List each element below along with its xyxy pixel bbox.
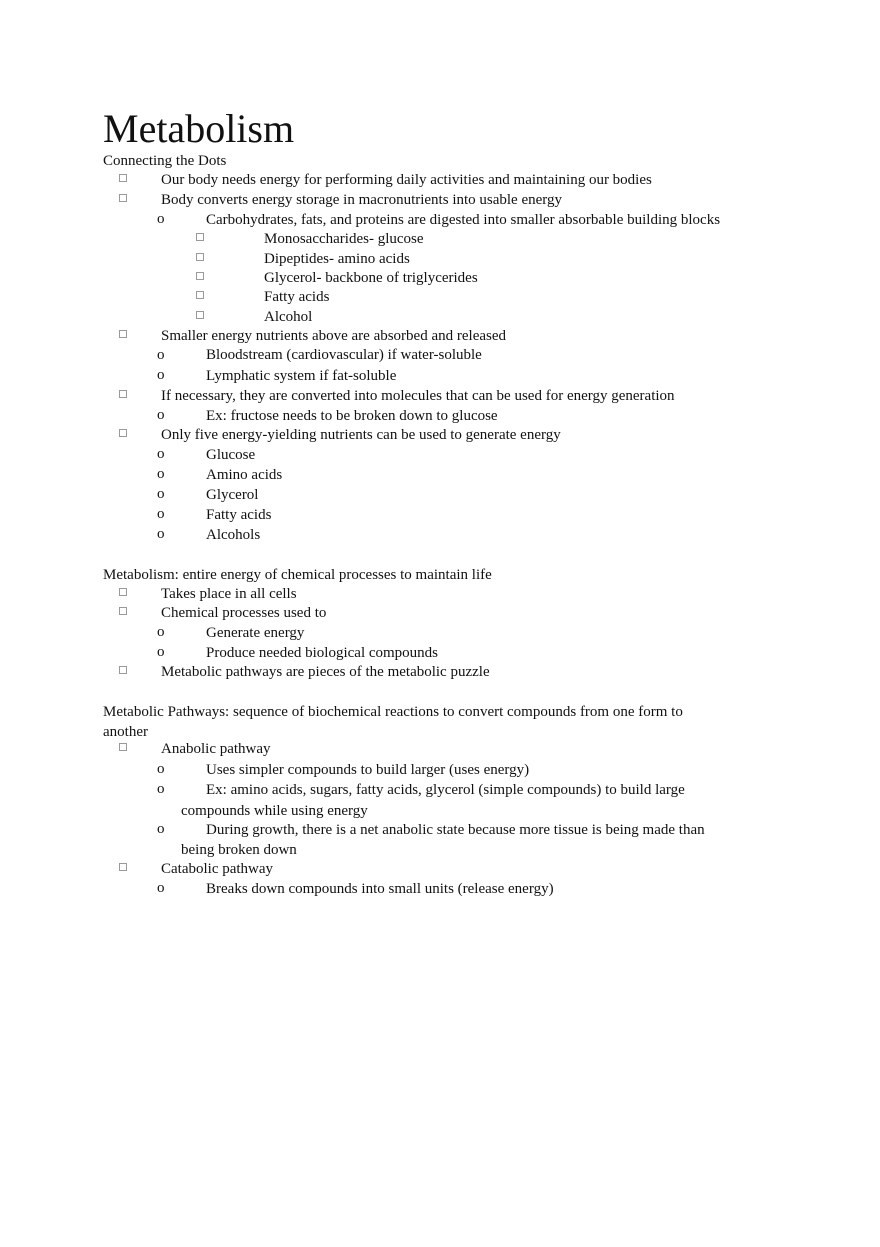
sub-bullet-text: Amino acids xyxy=(206,467,283,483)
bullet-text: Anabolic pathway xyxy=(161,741,271,757)
sub-bullet-text: Fatty acids xyxy=(206,507,272,523)
sub-bullet-marker: o xyxy=(157,466,165,482)
bullet-box-icon xyxy=(196,311,204,319)
bullet-text: Chemical processes used to xyxy=(161,605,327,621)
sub-bullet-text: Alcohols xyxy=(206,527,261,543)
bullet-box-icon xyxy=(119,863,127,871)
sub-bullet-text-cont: being broken down xyxy=(181,842,297,858)
bullet-text: If necessary, they are converted into molecules that can be used for energy generation xyxy=(161,388,675,404)
sub-bullet-text: Produce needed biological compounds xyxy=(206,645,439,661)
bullet-box-icon xyxy=(196,272,204,280)
section-heading-metabolism: Metabolism: entire energy of chemical processes to maintain life xyxy=(103,567,492,583)
page-title: Metabolism xyxy=(103,106,295,151)
bullet-box-icon xyxy=(196,233,204,241)
bullet-box-icon xyxy=(119,666,127,674)
section-heading-pathways-cont: another xyxy=(103,724,148,740)
sub-bullet-marker: o xyxy=(157,446,165,462)
sub-bullet-text: Uses simpler compounds to build larger (uses energy) xyxy=(206,762,530,778)
list-item: Dipeptides- amino acids xyxy=(264,251,410,267)
sub-bullet-marker: o xyxy=(157,506,165,522)
bullet-box-icon xyxy=(196,291,204,299)
sub-bullet-text: Ex: amino acids, sugars, fatty acids, glycerol (simple compounds) to build large xyxy=(206,782,685,798)
bullet-box-icon xyxy=(119,743,127,751)
sub-bullet-marker: o xyxy=(157,624,165,640)
sub-bullet-marker: o xyxy=(157,407,165,423)
section-heading-pathways: Metabolic Pathways: sequence of biochemical reactions to convert compounds from one form to xyxy=(103,704,683,720)
list-item: Fatty acids xyxy=(264,289,330,305)
sub-bullet-text: Lymphatic system if fat-soluble xyxy=(206,368,397,384)
sub-bullet-text: Glucose xyxy=(206,447,256,463)
sub-bullet-text: Carbohydrates, fats, and proteins are digested into smaller absorbable building blocks xyxy=(206,212,721,228)
sub-bullet-marker: o xyxy=(157,347,165,363)
sub-bullet-text-cont: compounds while using energy xyxy=(181,803,368,819)
sub-bullet-marker: o xyxy=(157,211,165,227)
sub-bullet-text: Generate energy xyxy=(206,625,305,641)
sub-bullet-marker: o xyxy=(157,880,165,896)
bullet-text: Takes place in all cells xyxy=(161,586,297,602)
sub-bullet-marker: o xyxy=(157,644,165,660)
sub-bullet-text: Ex: fructose needs to be broken down to glucose xyxy=(206,408,498,424)
bullet-text: Body converts energy storage in macronutrients into usable energy xyxy=(161,192,563,208)
sub-bullet-marker: o xyxy=(157,781,165,797)
bullet-box-icon xyxy=(119,174,127,182)
sub-bullet-marker: o xyxy=(157,761,165,777)
sub-bullet-text: Bloodstream (cardiovascular) if water-soluble xyxy=(206,347,482,363)
bullet-box-icon xyxy=(196,253,204,261)
sub-bullet-text: During growth, there is a net anabolic state because more tissue is being made than xyxy=(206,822,705,838)
sub-bullet-text: Glycerol xyxy=(206,487,259,503)
bullet-box-icon xyxy=(119,588,127,596)
bullet-box-icon xyxy=(119,330,127,338)
bullet-text: Catabolic pathway xyxy=(161,861,274,877)
sub-bullet-marker: o xyxy=(157,821,165,837)
bullet-box-icon xyxy=(119,390,127,398)
sub-bullet-text: Breaks down compounds into small units (release energy) xyxy=(206,881,554,897)
bullet-box-icon xyxy=(119,607,127,615)
bullet-text: Smaller energy nutrients above are absorbed and released xyxy=(161,328,506,344)
bullet-box-icon xyxy=(119,429,127,437)
section-heading-connecting: Connecting the Dots xyxy=(103,153,227,169)
list-item: Glycerol- backbone of triglycerides xyxy=(264,270,478,286)
bullet-text: Only five energy-yielding nutrients can be used to generate energy xyxy=(161,427,561,443)
sub-bullet-marker: o xyxy=(157,486,165,502)
bullet-box-icon xyxy=(119,194,127,202)
list-item: Monosaccharides- glucose xyxy=(264,231,424,247)
list-item: Alcohol xyxy=(264,309,313,325)
bullet-text: Our body needs energy for performing daily activities and maintaining our bodies xyxy=(161,172,652,188)
bullet-text: Metabolic pathways are pieces of the metabolic puzzle xyxy=(161,664,490,680)
sub-bullet-marker: o xyxy=(157,526,165,542)
sub-bullet-marker: o xyxy=(157,367,165,383)
